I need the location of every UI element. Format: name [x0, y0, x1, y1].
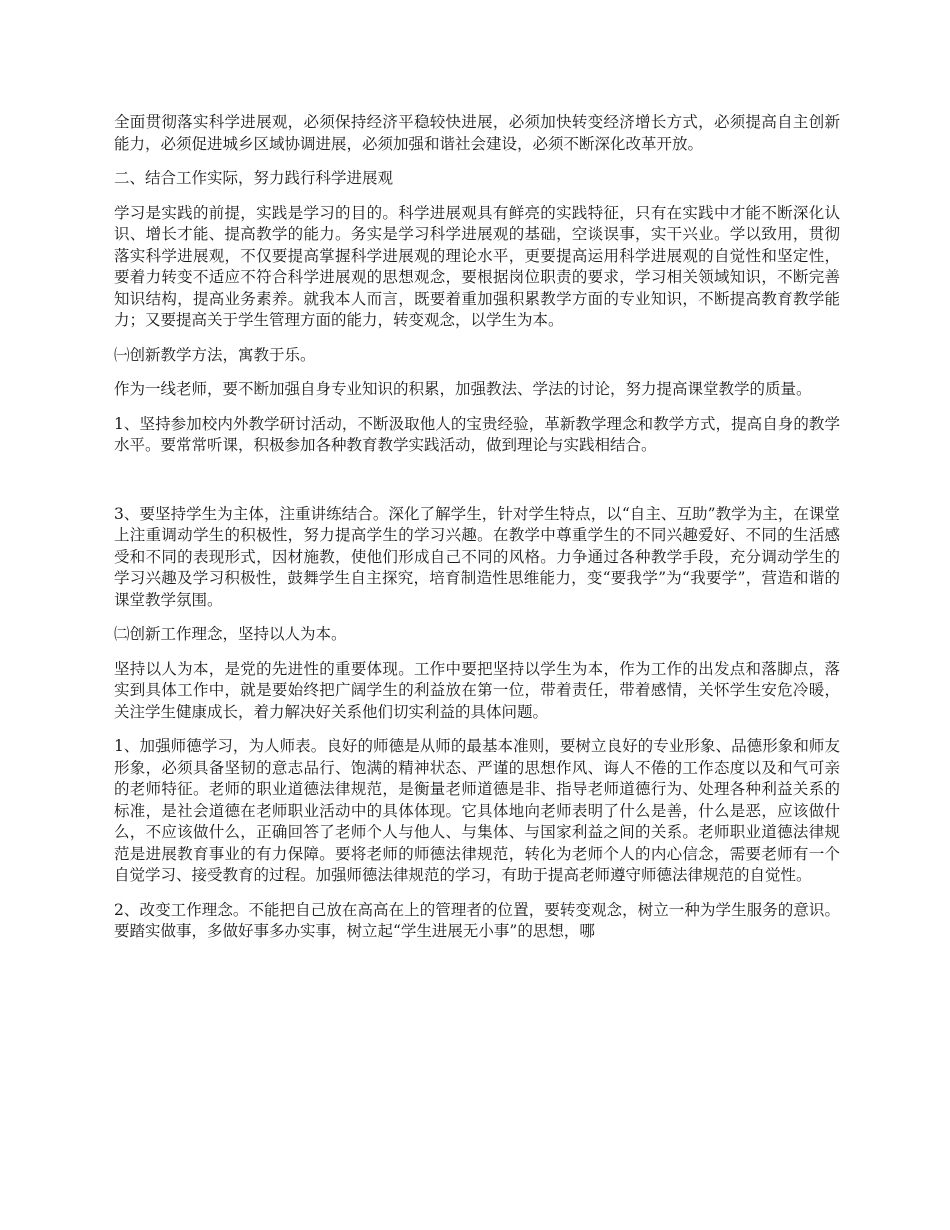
paragraph-ethics: 1、加强师德学习，为人师表。良好的师德是从师的最基本准则，要树立良好的专业形象、品德形象和师友形象，必须具备坚韧的意志品行、饱满的精神状态、严谨的思想作风、诲人不倦的工作态度以及和气可亲的老师特征。老师的职业道德法律规范，是衡量老师道德是非、指导老师道德行为、处理各种利益关系的标准，是社会道德在老师职业活动中的具体体现。它具体地向老师表明了什么是善，什么是恶，应该做什么，不应该做什么，正确回答了老师个人与他人、与集体、与国家利益之间的关系。老师职业道德法律规范是进展教育事业的有力保障。要将老师的师德法律规范，转化为老师个人的内心信念，需要老师有一个自觉学习、接受教育的过程。加强师德法律规范的学习，有助于提高老师遵守师德法律规范的自觉性。 — [114, 737, 840, 884]
blank-gap — [114, 470, 840, 504]
paragraph-people-oriented: 坚持以人为本，是党的先进性的重要体现。工作中要把坚持以学生为本，作为工作的出发点和落脚点，落实到具体工作中，就是要始终把广阔学生的利益放在第一位，带着责任，带着感情，关怀学生安危冷暖，关注学生健康成长，着力解决好关系他们切实利益的具体问题。 — [114, 659, 840, 721]
subheading-teaching-method: ㈠创新教学方法，寓教于乐。 — [114, 345, 316, 364]
paragraph-practice: 学习是实践的前提，实践是学习的目的。科学进展观具有鲜亮的实践特征，只有在实践中才能不断深化认识、增长才能、提高教学的能力。务实是学习科学进展观的基础，空谈误事，实干兴业。学以致用，贯彻落实科学进展观，不仅要提高掌握科学进展观的理论水平，更要提高运用科学进展观的自觉性和坚定性，要着力转变不适应不符合科学进展观的思想观念，要根据岗位职责的要求，学习相关领域知识，不断完善知识结构，提高业务素养。就我本人而言，既要着重加强积累教学方面的专业知识，不断提高教育教学能力；又要提高关于学生管理方面的能力，转变观念，以学生为本。 — [114, 203, 840, 329]
paragraph-change-concept: 2、改变工作理念。不能把自己放在高高在上的管理者的位置，要转变观念，树立一种为学生服务的意识。要踏实做事，多做好事多办实事，树立起“学生进展无小事”的思想，哪 — [114, 900, 840, 940]
paragraph-teacher: 作为一线老师，要不断加强自身专业知识的积累，加强教法、学法的讨论，努力提高课堂教学的质量。 — [114, 380, 812, 398]
paragraph-item-3: 3、要坚持学生为主体，注重讲练结合。深化了解学生，针对学生特点，以“自主、互助”教学为主，在课堂上注重调动学生的积极性，努力提高学生的学习兴趣。在教学中尊重学生的不同兴趣爱好、不同的生活感受和不同的表现形式，因材施教，使他们形成自己不同的风格。力争通过各种教学手段，充分调动学生的学习兴趣及学习积极性，鼓舞学生自主探究，培育制造性思维能力，变“要我学”为“我要学”，营造和谐的课堂教学氛围。 — [114, 504, 840, 609]
paragraph-intro: 全面贯彻落实科学进展观，必须保持经济平稳较快进展，必须加快转变经济增长方式，必须提高自主创新能力，必须促进城乡区域协调进展，必须加强和谐社会建设，必须不断深化改革开放。 — [114, 113, 840, 153]
section-heading-2: 二、结合工作实际，努力践行科学进展观 — [114, 169, 394, 187]
paragraph-item-1: 1、坚持参加校内外教学研讨活动，不断汲取他人的宝贵经验，革新教学理念和教学方式，提高自身的教学水平。要常常听课，积极参加各种教育教学实践活动，做到理论与实践相结合。 — [114, 414, 840, 454]
subheading-work-concept: ㈡创新工作理念，坚持以人为本。 — [114, 625, 347, 643]
document-page — [114, 112, 840, 956]
